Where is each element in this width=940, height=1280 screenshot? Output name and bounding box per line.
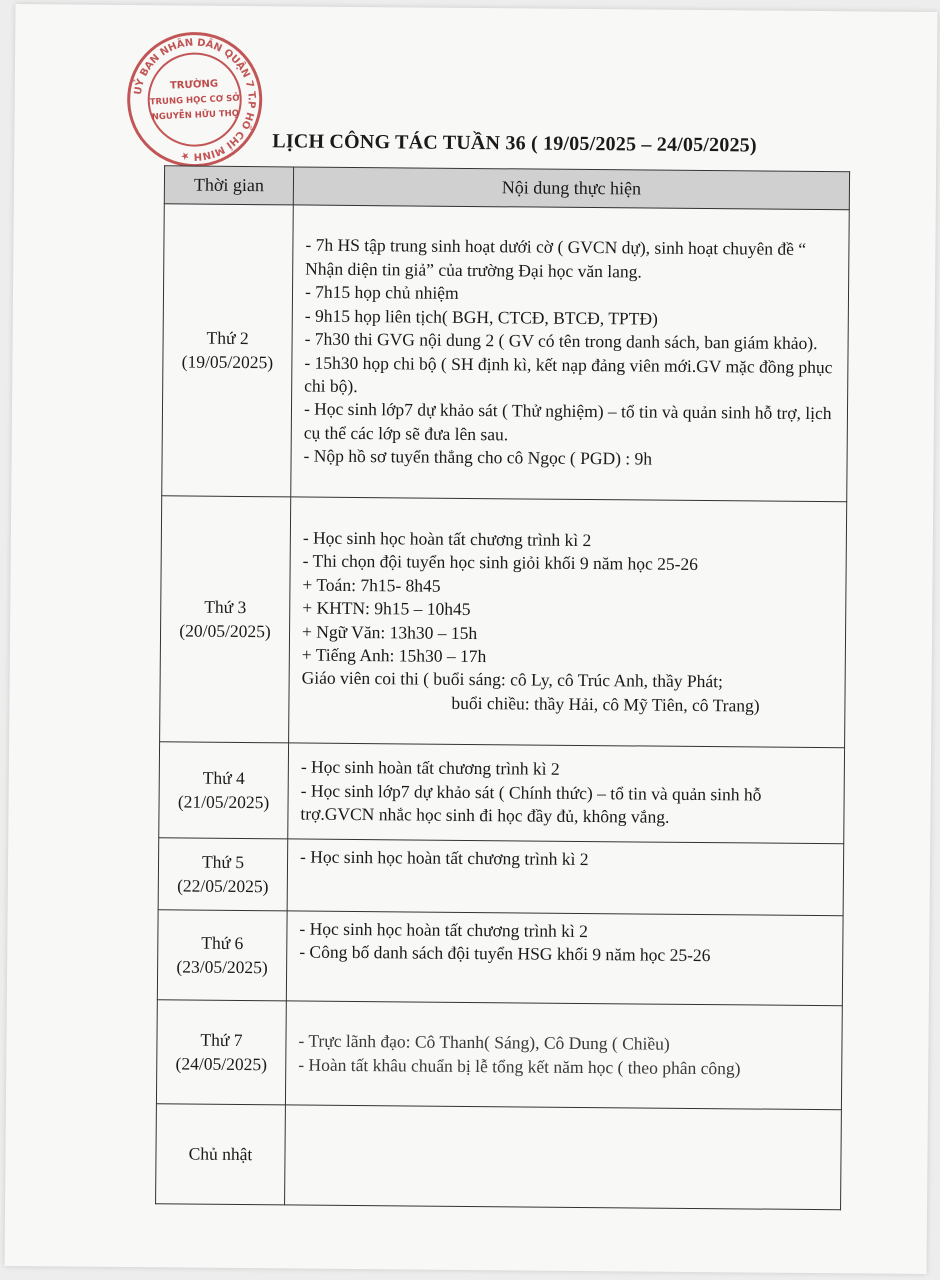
list-item: - 7h HS tập trung sinh hoạt dưới cờ ( GVCN dự), sinh hoạt chuyên đề “ Nhận diện tin giả” của trường Đại học văn lang.: [305, 234, 807, 282]
day-date: (19/05/2025): [181, 350, 274, 372]
content-cell: [291, 205, 850, 502]
day-date: (24/05/2025): [175, 1052, 268, 1074]
day-cell: [162, 204, 294, 497]
list-item: - Học sinh lớp7 dự khảo sát ( Chính thức) – tổ tin và quản sinh hỗ trợ.GVCN nhắc học sinh đi học đầy đủ, không vắng.: [300, 780, 762, 827]
list-item: - Học sinh lớp7 dự khảo sát ( Thử nghiệm) – tổ tin và quản sinh hỗ trợ, lịch cụ thể các lớp sẽ đưa lên sau.: [303, 398, 832, 445]
svg-text:TRƯỜNG: TRƯỜNG: [169, 78, 219, 92]
content-cell: [289, 497, 847, 748]
list-item: + KHTN: 9h15 – 10h45: [302, 597, 471, 620]
day-date: (23/05/2025): [176, 955, 268, 977]
day-cell: [159, 742, 289, 839]
table-row: [159, 742, 845, 844]
list-item: - Học sinh học hoàn tất chương trình kì 2: [299, 918, 589, 942]
list-item: + Ngữ Văn: 13h30 – 15h: [301, 621, 478, 643]
header-time: Thời gian: [164, 166, 293, 205]
table-row: [157, 910, 843, 1006]
day-date: (22/05/2025): [177, 874, 269, 896]
list-item: - Thi chọn đội tuyển học sinh giỏi khối 9 năm học 25-26: [302, 550, 699, 575]
schedule-table: [155, 165, 850, 1210]
day-name: Chủ nhật: [188, 1143, 253, 1164]
day-date: (21/05/2025): [177, 790, 270, 812]
day-cell: [157, 910, 287, 1001]
document-title: LỊCH CÔNG TÁC TUẦN 36 ( 19/05/2025 – 24/05/2025): [272, 130, 757, 157]
day-cell: [156, 1000, 286, 1105]
list-item: - Trực lãnh đạo: Cô Thanh( Sáng), Cô Dung ( Chiều): [298, 1030, 670, 1054]
list-item: - 7h15 họp chủ nhiệm: [304, 281, 459, 304]
list-item: + Tiếng Anh: 15h30 – 17h: [301, 644, 487, 667]
day-date: (20/05/2025): [179, 619, 271, 641]
list-item: - Học sinh học hoàn tất chương trình kì 2: [302, 527, 592, 550]
day-name: Thứ 6: [201, 932, 244, 954]
content-cell: [285, 1001, 842, 1110]
school-seal-stamp: [122, 27, 268, 173]
table-row: [160, 496, 847, 748]
day-cell: [156, 1104, 286, 1205]
content-cell: [288, 743, 845, 844]
list-item: + Toán: 7h15- 8h45: [302, 574, 441, 596]
header-content: Nội dung thực hiện: [293, 167, 849, 210]
day-name: Thứ 7: [200, 1029, 243, 1051]
list-item: - Học sinh hoàn tất chương trình kì 2: [300, 756, 560, 780]
list-item: - 7h30 thi GVG nội dung 2 ( GV có tên trong danh sách, ban giám khảo).: [304, 328, 818, 354]
svg-text:UỶ BAN NHÂN DÂN QUẬN 7 T.P HỒ: UỶ BAN NHÂN DÂN QUẬN 7 T.P HỒ CHÍ MINH ★: [132, 37, 257, 162]
table-row: [156, 1000, 842, 1110]
list-item: - 9h15 họp liên tịch( BGH, CTCĐ, BTCĐ, TPTĐ): [304, 305, 658, 329]
svg-text:TRUNG HỌC CƠ SỞ: TRUNG HỌC CƠ SỞ: [149, 93, 240, 108]
day-cell: [158, 838, 288, 911]
table-row: [158, 838, 844, 916]
list-item: Giáo viên coi thi ( buổi sáng: cô Ly, cô Trúc Anh, thầy Phát;: [301, 667, 723, 692]
content-cell: [285, 1105, 842, 1210]
list-item: - Nộp hồ sơ tuyển thẳng cho cô Ngọc ( PGD) : 9h: [303, 445, 653, 469]
table-row: [156, 1104, 842, 1210]
content-cell: [286, 911, 843, 1006]
day-name: Thứ 3: [204, 596, 247, 618]
svg-text:NGUYỄN HỮU THỌ: NGUYỄN HỮU THỌ: [151, 108, 240, 123]
day-cell: [160, 496, 291, 743]
list-item: - Học sinh học hoàn tất chương trình kì 2: [300, 846, 589, 870]
list-item: - Công bố danh sách đội tuyển HSG khối 9 năm học 25-26: [299, 941, 711, 966]
document-page: [5, 4, 938, 1274]
table-header-row: [164, 166, 849, 210]
list-item: - 15h30 họp chi bộ ( SH định kì, kết nạp đảng viên mới.GV mặc đồng phục chi bộ).: [304, 352, 833, 396]
list-item: - Hoàn tất khâu chuẩn bị lễ tổng kết năm học ( theo phân công): [298, 1054, 741, 1078]
table-row: [162, 204, 850, 502]
content-cell: [287, 839, 844, 916]
day-name: Thứ 4: [202, 767, 245, 789]
day-name: Thứ 5: [201, 851, 245, 873]
day-name: Thứ 2: [206, 327, 249, 349]
list-item: buổi chiều: thầy Hải, cô Mỹ Tiên, cô Trang): [451, 692, 760, 716]
